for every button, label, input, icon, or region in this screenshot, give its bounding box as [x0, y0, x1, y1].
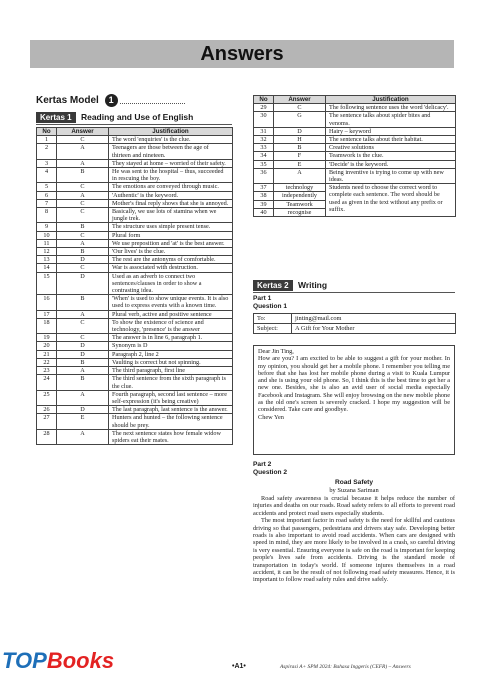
- cell-no: 20: [37, 342, 57, 350]
- cell-answer: B: [57, 375, 109, 390]
- cell-no: 23: [37, 367, 57, 375]
- cell-justification: Basically, we use lots of stamina when we jungle trek.: [109, 208, 233, 223]
- col-answer: Answer: [57, 128, 109, 136]
- col-answer: Answer: [274, 96, 326, 104]
- essay-title: Road Safety: [334, 479, 374, 486]
- cell-no: 16: [37, 295, 57, 310]
- cell-answer: A: [57, 159, 109, 167]
- cell-answer: H: [274, 136, 326, 144]
- cell-no: 7: [37, 199, 57, 207]
- table-row: [254, 112, 456, 127]
- cell-no: 39: [254, 200, 274, 208]
- cell-justification: The third paragraph, first line: [109, 367, 233, 375]
- answers-table-2: [253, 95, 456, 217]
- table-row: [254, 144, 456, 152]
- cell-justification: War is associated with destruction.: [109, 264, 233, 272]
- essay-paragraph-1: Road safety awareness is crucial because it helps reduce the number of injuries and deaths on our roads. Road safety refers to all efforts to prevent road accidents and protect road users especially students.: [253, 495, 455, 517]
- email-letter: [253, 345, 455, 455]
- table-row: [254, 127, 456, 135]
- cell-justification: Creative solutions: [326, 144, 456, 152]
- logo-books-text: Books: [46, 648, 115, 673]
- cell-answer: A: [57, 390, 109, 405]
- model-number-badge: 1: [105, 94, 118, 107]
- email-subject-value: A Gift for Your Mother: [292, 324, 456, 334]
- kertas1-heading: [36, 112, 193, 123]
- table-row: [37, 367, 233, 375]
- cell-justification: To show the existence of science and technology, 'presence' is the answer: [109, 318, 233, 333]
- cell-justification: Paragraph 2, line 2: [109, 350, 233, 358]
- cell-justification: The word 'enquiries' is the clue.: [109, 136, 233, 144]
- table-row: [37, 223, 233, 231]
- table-row: [37, 208, 233, 223]
- table-row: [254, 168, 456, 183]
- email-to-value: jinting@mail.com: [292, 314, 456, 324]
- cell-no: 2: [37, 144, 57, 159]
- cell-justification: Plural verb, active and positive sentence: [109, 310, 233, 318]
- cell-answer: D: [274, 127, 326, 135]
- cell-no: 24: [37, 375, 57, 390]
- letter-greeting: Dear Jin Ting,: [258, 348, 294, 355]
- table-row: [254, 184, 456, 192]
- col-justification: Justification: [109, 128, 233, 136]
- essay-author: by Suzana Sariman: [329, 487, 379, 494]
- cell-justification: The third sentence from the sixth paragraph is the clue.: [109, 375, 233, 390]
- cell-no: 37: [254, 184, 274, 192]
- cell-answer: B: [57, 358, 109, 366]
- cell-no: 28: [37, 429, 57, 444]
- cell-answer: C: [57, 231, 109, 239]
- cell-no: 5: [37, 183, 57, 191]
- cell-answer: F: [274, 152, 326, 160]
- table-row: [37, 375, 233, 390]
- essay: [253, 479, 455, 584]
- cell-justification: Teamwork is the clue.: [326, 152, 456, 160]
- cell-no: 25: [37, 390, 57, 405]
- email-to-label: To:: [254, 314, 292, 324]
- cell-justification: Being inventive is trying to come up with new ideas.: [326, 168, 456, 183]
- table-row: [37, 318, 233, 333]
- cell-justification: The sentence talks about their habitat.: [326, 136, 456, 144]
- title-banner: [30, 40, 454, 68]
- table-row: [37, 272, 233, 295]
- cell-no: 36: [254, 168, 274, 183]
- cell-answer: C: [57, 264, 109, 272]
- cell-answer: D: [57, 256, 109, 264]
- answers-table-1: [36, 127, 233, 445]
- table-row: [254, 160, 456, 168]
- table-row: [37, 429, 233, 444]
- cell-no: 35: [254, 160, 274, 168]
- cell-justification: 'Authentic' is the keyword.: [109, 191, 233, 199]
- table-row: [37, 334, 233, 342]
- cell-justification: Hunters and hunted – the following sentence should be prey.: [109, 414, 233, 429]
- cell-answer: C: [57, 334, 109, 342]
- cell-no: 27: [37, 414, 57, 429]
- kertas1-rule: [36, 124, 232, 125]
- cell-answer: A: [57, 144, 109, 159]
- cell-answer: C: [57, 136, 109, 144]
- cell-justification: Vaulting is correct but not spinning.: [109, 358, 233, 366]
- cell-no: 17: [37, 310, 57, 318]
- cell-answer: A: [274, 168, 326, 183]
- col-no: No: [254, 96, 274, 104]
- cell-justification: The last paragraph, last sentence is the answer.: [109, 406, 233, 414]
- page-title: Answers: [200, 43, 284, 65]
- cell-no: 9: [37, 223, 57, 231]
- cell-answer: E: [274, 160, 326, 168]
- cell-justification: 'Decide' is the keyword.: [326, 160, 456, 168]
- cell-answer: A: [57, 191, 109, 199]
- cell-answer: E: [57, 414, 109, 429]
- part1-label: Part 1: [253, 295, 272, 302]
- cell-no: 34: [254, 152, 274, 160]
- cell-no: 13: [37, 256, 57, 264]
- topbooks-logo: [2, 646, 114, 676]
- cell-justification: Teenagers are those between the age of thirteen and nineteen.: [109, 144, 233, 159]
- email-subject-label: Subject:: [254, 324, 292, 334]
- kertas2-rule: [253, 292, 455, 293]
- kertas2-heading: [253, 280, 327, 291]
- cell-answer: B: [57, 168, 109, 183]
- table-row: [37, 239, 233, 247]
- cell-justification: They stayed at home – worried of their safety.: [109, 159, 233, 167]
- kertas1-title: Reading and Use of English: [80, 112, 194, 122]
- cell-answer: B: [57, 223, 109, 231]
- cell-justification: The sentence talks about spider bites and venoms.: [326, 112, 456, 127]
- cell-justification: 'When' is used to show unique events. It is also used to express events with a known time.: [109, 295, 233, 310]
- cell-answer: C: [274, 104, 326, 112]
- dotted-rule: [120, 103, 185, 104]
- kertas1-tag: Kertas 1: [36, 112, 76, 123]
- table-row: [37, 168, 233, 183]
- cell-answer: A: [57, 239, 109, 247]
- cell-justification: The structure uses simple present tense.: [109, 223, 233, 231]
- table-row: [37, 414, 233, 429]
- cell-answer: Teamwork: [274, 200, 326, 208]
- letter-signoff: Chew Yen: [258, 413, 284, 421]
- cell-justification-merged: Students need to choose the correct word to complete each sentence. The word should be used as given in the text without any prefix or suffix.: [326, 184, 456, 217]
- kertas2-tag: Kertas 2: [253, 280, 293, 291]
- table-row: [37, 350, 233, 358]
- cell-answer: D: [57, 406, 109, 414]
- table-row: [254, 104, 456, 112]
- table-row: [37, 342, 233, 350]
- cell-justification: Mother's final reply shows that she is annoyed.: [109, 199, 233, 207]
- cell-no: 19: [37, 334, 57, 342]
- cell-answer: C: [57, 318, 109, 333]
- cell-no: 30: [254, 112, 274, 127]
- kertas2-title: Writing: [297, 280, 328, 290]
- cell-no: 12: [37, 248, 57, 256]
- cell-justification: He was sent to the hospital – thus, succeeded in rescuing the boy.: [109, 168, 233, 183]
- table-row: [37, 406, 233, 414]
- table-row: [37, 390, 233, 405]
- cell-answer: D: [57, 350, 109, 358]
- cell-no: 32: [254, 136, 274, 144]
- cell-no: 6: [37, 191, 57, 199]
- logo-top-text: TOP: [2, 648, 47, 673]
- email-to-row: [254, 314, 456, 324]
- cell-answer: A: [57, 310, 109, 318]
- cell-no: 26: [37, 406, 57, 414]
- table-row: [37, 358, 233, 366]
- cell-answer: independently: [274, 192, 326, 200]
- footer-caption: Aspirasi A+ SPM 2024: Bahasa Inggeris (CEFR) – Answers: [280, 664, 411, 670]
- part2-question: Question 2: [253, 469, 288, 476]
- cell-justification: Used as an adverb to connect two sentences/clauses in order to show a contrasting idea.: [109, 272, 233, 295]
- cell-no: 14: [37, 264, 57, 272]
- part1-heading: [253, 295, 287, 311]
- cell-answer: C: [57, 183, 109, 191]
- cell-no: 29: [254, 104, 274, 112]
- table-row: [37, 295, 233, 310]
- cell-answer: B: [57, 295, 109, 310]
- cell-justification: We use preposition and 'at' is the best answer.: [109, 239, 233, 247]
- cell-justification: Plural form: [109, 231, 233, 239]
- cell-justification: Fourth paragraph, second last sentence – more self-expression (it's being creative): [109, 390, 233, 405]
- cell-answer: C: [57, 208, 109, 223]
- table-row: [37, 136, 233, 144]
- table-row: [37, 264, 233, 272]
- cell-answer: D: [57, 342, 109, 350]
- cell-answer: technology: [274, 184, 326, 192]
- cell-answer: C: [57, 199, 109, 207]
- part2-label: Part 2: [253, 461, 272, 468]
- table-row: [37, 144, 233, 159]
- cell-justification: 'Our lives' is the clue.: [109, 248, 233, 256]
- table-row: [37, 231, 233, 239]
- cell-no: 18: [37, 318, 57, 333]
- cell-no: 33: [254, 144, 274, 152]
- email-subject-row: [254, 324, 456, 334]
- cell-no: 21: [37, 350, 57, 358]
- cell-justification: Synonym is D: [109, 342, 233, 350]
- cell-justification: The emotions are conveyed through music.: [109, 183, 233, 191]
- part2-heading: [253, 461, 287, 477]
- table-row: [37, 159, 233, 167]
- cell-no: 1: [37, 136, 57, 144]
- col-justification: Justification: [326, 96, 456, 104]
- page-number: •A1•: [232, 663, 246, 670]
- cell-no: 22: [37, 358, 57, 366]
- model-label: Kertas Model: [36, 95, 99, 106]
- cell-no: 4: [37, 168, 57, 183]
- table-row: [254, 152, 456, 160]
- cell-justification: The next sentence states how female widow spiders eat their mates.: [109, 429, 233, 444]
- table-row: [37, 310, 233, 318]
- cell-justification: The answer is in line 6, paragraph 1.: [109, 334, 233, 342]
- model-heading: [36, 94, 118, 107]
- cell-no: 15: [37, 272, 57, 295]
- essay-paragraph-2: The most important factor in road safety is the need for skillful and cautious driving so that passengers, pedestrians and drivers stay safe. Developing better roads is also important to avoid road accidents. When cars are designed with speed in mind, they are more likely to be involved in a crash, so careful driving is very essential. Ensuring everyone is safe on the road is important for keeping people's lives safe from accidents. Driving is the standard mode of transportation in today's world. If someone injures themselves in a road accident, it can be the result of not following road safety measures. Hence, it is important to follow road safety rules and drive safely.: [253, 517, 455, 584]
- cell-justification: Hairy – keyword: [326, 127, 456, 135]
- cell-answer: recognise: [274, 208, 326, 216]
- table-header: [37, 128, 233, 136]
- cell-answer: B: [274, 144, 326, 152]
- table-row: [254, 136, 456, 144]
- cell-no: 8: [37, 208, 57, 223]
- cell-no: 40: [254, 208, 274, 216]
- table-row: [37, 183, 233, 191]
- letter-body: How are you? I am excited to be able to suggest a gift for your mother. In my opinion, you should get her a mobile phone. I remember you telling me before that she has lost her mobile phone during a visit to Kuala Lumpur and she is using your old phone. So, I think this is the best time to get her a new one. Besides, she is also an avid user of social media especially Facebook and Instagram. She will enjoy browsing on the new mobile phone as the old one's screen is severely cracked. I hope my suggestion will be considered. Take care and goodbye.: [258, 355, 450, 414]
- table-row: [37, 248, 233, 256]
- cell-no: 38: [254, 192, 274, 200]
- table-row: [37, 199, 233, 207]
- part1-question: Question 1: [253, 303, 288, 310]
- email-header-table: [253, 313, 456, 334]
- cell-no: 31: [254, 127, 274, 135]
- cell-no: 11: [37, 239, 57, 247]
- cell-justification: The following sentence uses the word 'delicacy'.: [326, 104, 456, 112]
- cell-answer: G: [274, 112, 326, 127]
- table-row: [37, 191, 233, 199]
- cell-answer: B: [57, 248, 109, 256]
- table-header: [254, 96, 456, 104]
- col-no: No: [37, 128, 57, 136]
- cell-no: 3: [37, 159, 57, 167]
- cell-answer: A: [57, 367, 109, 375]
- cell-no: 10: [37, 231, 57, 239]
- table-row: [37, 256, 233, 264]
- cell-justification: The rest are the antonyms of comfortable.: [109, 256, 233, 264]
- cell-answer: A: [57, 429, 109, 444]
- cell-answer: D: [57, 272, 109, 295]
